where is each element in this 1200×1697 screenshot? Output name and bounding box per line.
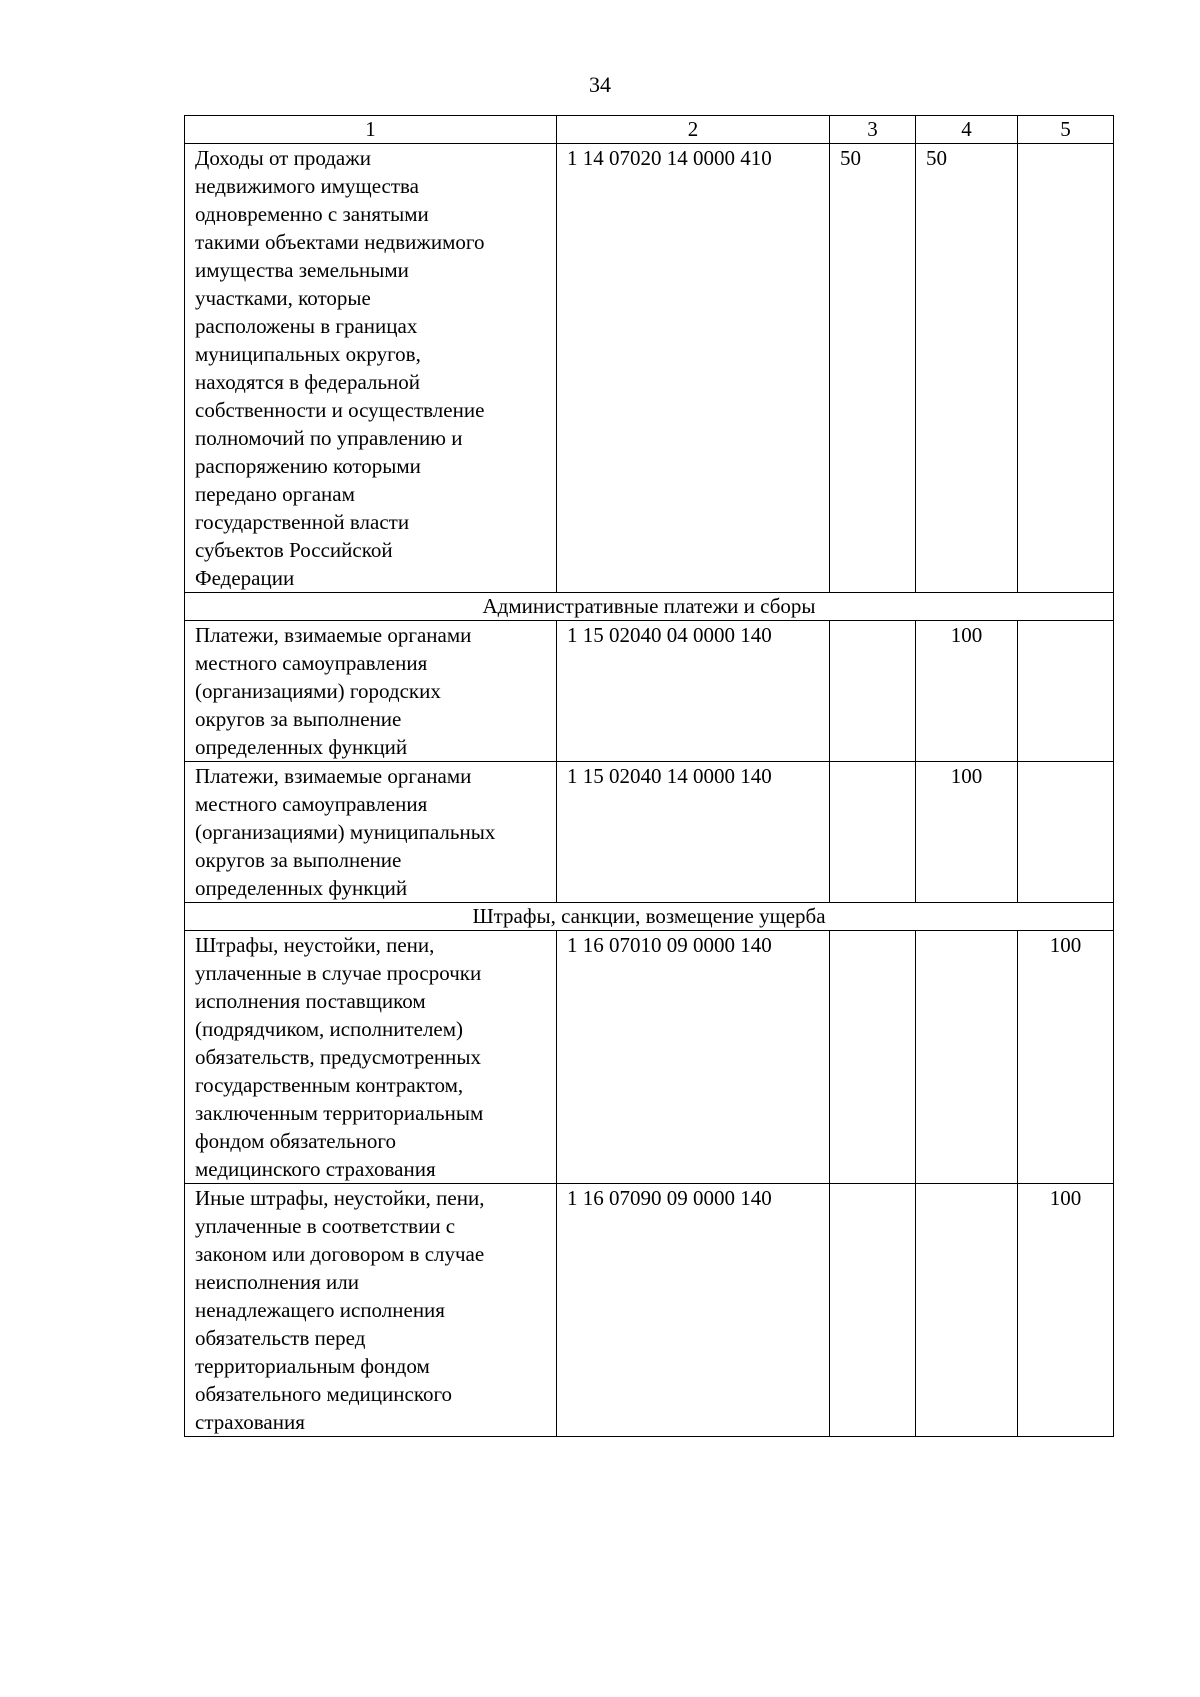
section-header-row xyxy=(185,903,1114,931)
description-line: ненадлежащего исполнения xyxy=(195,1298,445,1322)
table-body xyxy=(185,144,1114,1437)
description-line: определенных функций xyxy=(195,876,408,900)
column-3-value xyxy=(830,931,916,1184)
column-3-value xyxy=(830,1184,916,1437)
description-line: заключенным территориальным xyxy=(195,1101,484,1125)
budget-code-cell: 1 14 07020 14 0000 410 xyxy=(557,144,830,593)
column-4-value: 100 xyxy=(916,762,1018,903)
description-line: обязательного медицинского xyxy=(195,1382,453,1406)
description-line: участками, которые xyxy=(195,286,371,310)
revenue-distribution-table xyxy=(184,115,1114,1437)
column-header-1: 1 xyxy=(185,116,557,144)
description-line: такими объектами недвижимого xyxy=(195,230,485,254)
section-title: Административные платежи и сборы xyxy=(185,593,1114,621)
column-header-5: 5 xyxy=(1018,116,1114,144)
description-line: расположены в границах xyxy=(195,314,418,338)
description-line: Штрафы, неустойки, пени, xyxy=(195,933,435,957)
section-header-row xyxy=(185,593,1114,621)
description-line: уплаченные в случае просрочки xyxy=(195,961,482,985)
budget-code-cell: 1 15 02040 14 0000 140 xyxy=(557,762,830,903)
column-header-3: 3 xyxy=(830,116,916,144)
description-line: Платежи, взимаемые органами xyxy=(195,764,472,788)
description-line: страхования xyxy=(195,1410,305,1434)
description-line: полномочий по управлению и xyxy=(195,426,463,450)
description-cell xyxy=(185,931,557,1184)
column-5-value: 100 xyxy=(1018,1184,1114,1437)
column-5-value: 100 xyxy=(1018,931,1114,1184)
description-line: обязательств перед xyxy=(195,1326,366,1350)
description-line: местного самоуправления xyxy=(195,651,428,675)
description-line: находятся в федеральной xyxy=(195,370,421,394)
description-line: местного самоуправления xyxy=(195,792,428,816)
description-line: недвижимого имущества xyxy=(195,174,419,198)
section-title: Штрафы, санкции, возмещение ущерба xyxy=(185,903,1114,931)
description-line: определенных функций xyxy=(195,735,408,759)
description-line: имущества земельными xyxy=(195,258,409,282)
column-3-value xyxy=(830,621,916,762)
description-line: собственности и осуществление xyxy=(195,398,485,422)
column-3-value: 50 xyxy=(830,144,916,593)
column-header-2: 2 xyxy=(557,116,830,144)
description-line: неисполнения или xyxy=(195,1270,359,1294)
table-row xyxy=(185,931,1114,1184)
description-line: Иные штрафы, неустойки, пени, xyxy=(195,1186,485,1210)
description-line: фондом обязательного xyxy=(195,1129,396,1153)
budget-code-cell: 1 15 02040 04 0000 140 xyxy=(557,621,830,762)
table-row xyxy=(185,1184,1114,1437)
table-row xyxy=(185,762,1114,903)
description-line: округов за выполнение xyxy=(195,707,402,731)
description-cell xyxy=(185,1184,557,1437)
description-line: округов за выполнение xyxy=(195,848,402,872)
description-cell xyxy=(185,762,557,903)
description-line: территориальным фондом xyxy=(195,1354,430,1378)
description-line: уплаченные в соответствии с xyxy=(195,1214,456,1238)
description-line: одновременно с занятыми xyxy=(195,202,429,226)
description-cell xyxy=(185,621,557,762)
table-row xyxy=(185,621,1114,762)
description-line: государственным контрактом, xyxy=(195,1073,464,1097)
description-line: (организациями) муниципальных xyxy=(195,820,496,844)
table-row xyxy=(185,144,1114,593)
description-line: (организациями) городских xyxy=(195,679,441,703)
budget-code-cell: 1 16 07010 09 0000 140 xyxy=(557,931,830,1184)
description-line: исполнения поставщиком xyxy=(195,989,426,1013)
description-line: обязательств, предусмотренных xyxy=(195,1045,482,1069)
column-5-value xyxy=(1018,762,1114,903)
description-line: передано органам xyxy=(195,482,355,506)
description-line: государственной власти xyxy=(195,510,410,534)
column-4-value: 50 xyxy=(916,144,1018,593)
column-3-value xyxy=(830,762,916,903)
description-line: муниципальных округов, xyxy=(195,342,421,366)
description-line: Платежи, взимаемые органами xyxy=(195,623,472,647)
column-4-value xyxy=(916,1184,1018,1437)
column-4-value xyxy=(916,931,1018,1184)
description-cell xyxy=(185,144,557,593)
budget-code-cell: 1 16 07090 09 0000 140 xyxy=(557,1184,830,1437)
description-line: законом или договором в случае xyxy=(195,1242,485,1266)
description-line: распоряжению которыми xyxy=(195,454,421,478)
description-line: Федерации xyxy=(195,566,295,590)
column-5-value xyxy=(1018,621,1114,762)
column-4-value: 100 xyxy=(916,621,1018,762)
description-line: Доходы от продажи xyxy=(195,146,371,170)
column-5-value xyxy=(1018,144,1114,593)
description-line: субъектов Российской xyxy=(195,538,393,562)
description-line: (подрядчиком, исполнителем) xyxy=(195,1017,464,1041)
page-number: 34 xyxy=(589,72,611,97)
column-header-4: 4 xyxy=(916,116,1018,144)
table-header-row xyxy=(185,116,1114,144)
description-line: медицинского страхования xyxy=(195,1157,436,1181)
